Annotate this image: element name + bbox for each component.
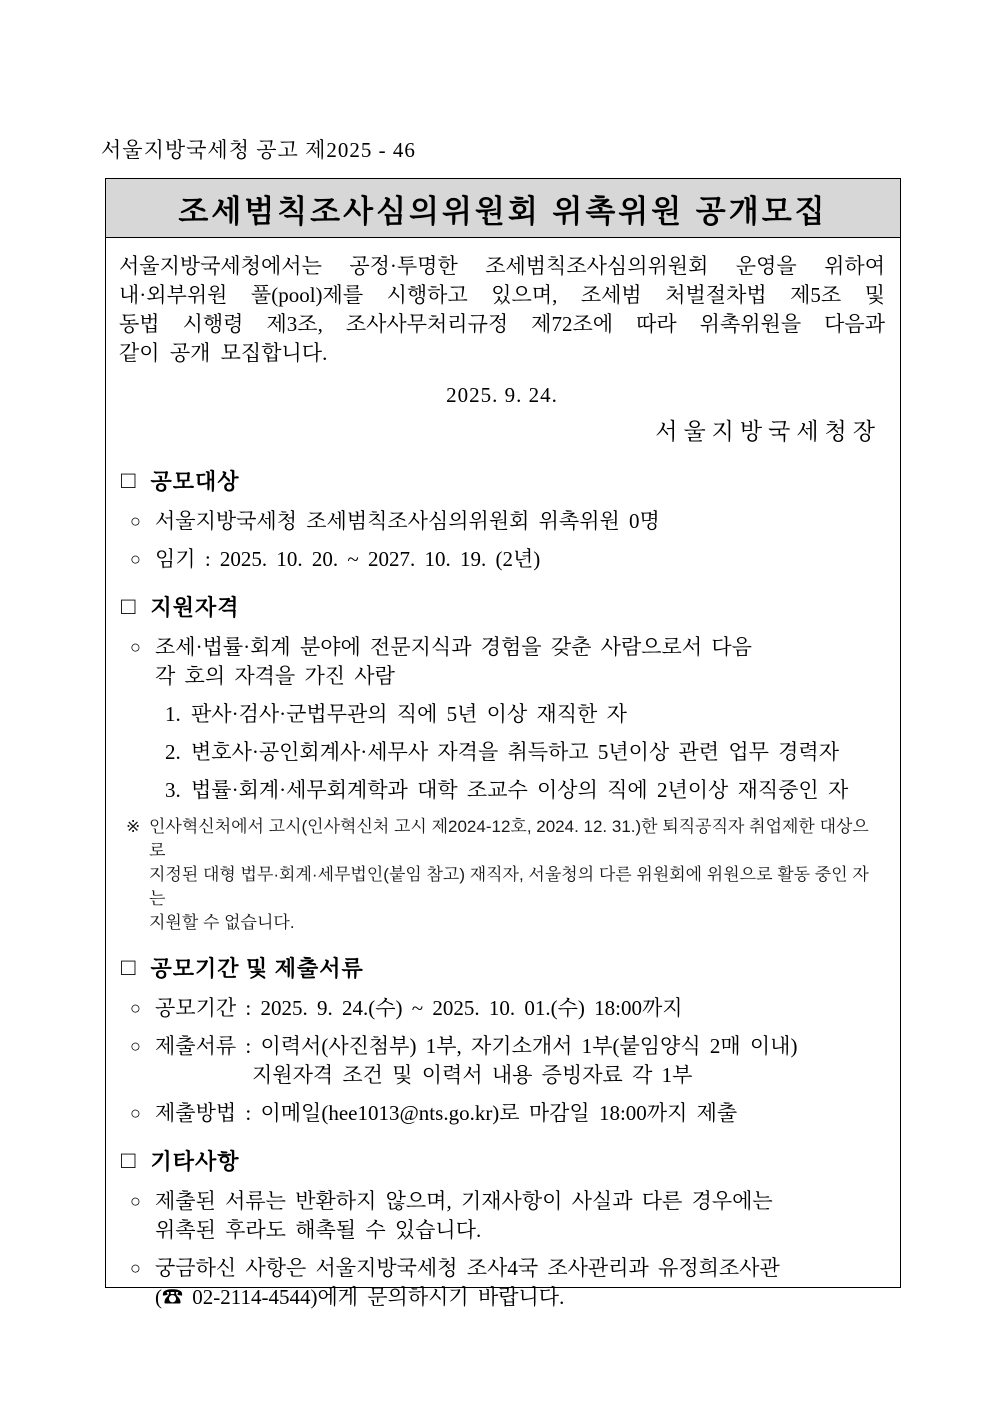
circle-bullet-icon: ○ [130, 1103, 141, 1123]
list-item-text [155, 1032, 885, 1090]
number-label: 3. [165, 778, 181, 802]
section-heading-target [119, 466, 885, 498]
circle-bullet-icon: ○ [130, 998, 141, 1018]
circle-bullet-icon: ○ [130, 1036, 141, 1056]
list-item [119, 1187, 885, 1245]
reference-mark-icon: ※ [126, 817, 141, 836]
line-2: 지원자격 조건 및 이력서 내용 증빙자료 각 1부 [252, 1063, 693, 1087]
notice-signer: 서울지방국세청장 [655, 419, 881, 444]
list-item [119, 1032, 885, 1090]
restriction-note-text [149, 815, 885, 935]
numbered-item-2 [119, 738, 885, 767]
doc-number: 서울지방국세청 공고 제2025 - 46 [101, 138, 416, 162]
section-title: 지원자격 [150, 595, 240, 620]
list-item-text [155, 1254, 885, 1312]
line-2: 위촉된 후라도 해촉될 수 있습니다. [155, 1218, 482, 1242]
line-1: 조세·법률·회계 분야에 전문지식과 경험을 갖춘 사람으로서 다음 [155, 635, 752, 659]
circle-bullet-icon: ○ [130, 637, 141, 657]
notice-box [105, 178, 901, 1309]
section-title: 공모기간 및 제출서류 [150, 956, 364, 981]
list-item [119, 1099, 885, 1128]
square-marker-icon: □ [121, 594, 137, 620]
notice-body [105, 238, 901, 1309]
list-item-text: 서울지방국세청 조세범칙조사심의위원회 위촉위원 0명 [155, 509, 660, 533]
numbered-item-text: 법률·회계·세무회계학과 대학 조교수 이상의 직에 2년이상 재직중인 자 [191, 778, 849, 802]
intro-line: 내·외부위원 풀(pool)제를 시행하고 있으며, 조세범 처벌절차법 제5조 및 [119, 283, 885, 307]
square-marker-icon: □ [121, 468, 137, 494]
circle-bullet-icon: ○ [130, 549, 141, 569]
list-item [119, 994, 885, 1023]
circle-bullet-icon: ○ [130, 1258, 141, 1278]
section-heading-qualification [119, 592, 885, 624]
numbered-item-1 [119, 700, 885, 729]
note-line: 지원할 수 없습니다. [149, 913, 295, 932]
list-item-text [155, 1187, 885, 1245]
circle-bullet-icon: ○ [130, 511, 141, 531]
list-item-text [155, 633, 885, 691]
list-item-text: 공모기간 : 2025. 9. 24.(수) ~ 2025. 10. 01.(수) 18:00까지 [155, 996, 683, 1020]
section-heading-etc [119, 1146, 885, 1178]
list-item [119, 507, 885, 536]
note-line: 인사혁신처에서 고시(인사혁신처 고시 제2024-12호, 2024. 12. 31.)한 퇴직공직자 취업제한 대상으로 [149, 817, 869, 860]
numbered-item-text: 변호사·공인회계사·세무사 자격을 취득하고 5년이상 관련 업무 경력자 [191, 740, 839, 764]
line-1: 제출된 서류는 반환하지 않으며, 기재사항이 사실과 다른 경우에는 [155, 1189, 773, 1213]
restriction-note [119, 815, 885, 935]
circle-bullet-icon: ○ [130, 1191, 141, 1211]
number-label: 2. [165, 740, 181, 764]
line-1: 궁금하신 사항은 서울지방국세청 조사4국 조사관리과 유정희조사관 [155, 1256, 780, 1280]
notice-title: 조세범칙조사심의위원회 위촉위원 공개모집 [105, 178, 901, 238]
line-1: 제출서류 : 이력서(사진첨부) 1부, 자기소개서 1부(붙임양식 2매 이내) [155, 1034, 798, 1058]
intro-line: 서울지방국세청에서는 공정·투명한 조세범칙조사심의위원회 운영을 위하여 [119, 254, 885, 278]
notice-date: 2025. 9. 24. [446, 383, 558, 407]
section-title: 기타사항 [150, 1149, 240, 1174]
line-2-with-phone-icon: (☎ 02-2114-4544)에게 문의하시기 바랍니다. [155, 1285, 565, 1309]
numbered-item-text: 판사·검사·군법무관의 직에 5년 이상 재직한 자 [191, 702, 627, 726]
list-item [119, 545, 885, 574]
note-line: 지정된 대형 법무·회계·세무법인(붙임 참고) 재직자, 서울청의 다른 위원회에 위원으로 활동 중인 자는 [149, 865, 869, 908]
number-label: 1. [165, 702, 181, 726]
numbered-item-3 [119, 776, 885, 805]
list-item-text: 임기 : 2025. 10. 20. ~ 2027. 10. 19. (2년) [155, 547, 541, 571]
list-item [119, 1254, 885, 1312]
square-marker-icon: □ [121, 955, 137, 981]
intro-line: 동법 시행령 제3조, 조사사무처리규정 제72조에 따라 위촉위원을 다음과 [119, 312, 885, 336]
section-title: 공모대상 [150, 469, 240, 494]
list-item [119, 633, 885, 691]
intro-paragraph [119, 252, 885, 368]
square-marker-icon: □ [121, 1148, 137, 1174]
section-heading-schedule [119, 953, 885, 985]
list-item-text: 제출방법 : 이메일(hee1013@nts.go.kr)로 마감일 18:00까지 제출 [155, 1101, 738, 1125]
line-2: 각 호의 자격을 가진 사람 [155, 664, 395, 688]
intro-line: 같이 공개 모집합니다. [119, 341, 328, 365]
